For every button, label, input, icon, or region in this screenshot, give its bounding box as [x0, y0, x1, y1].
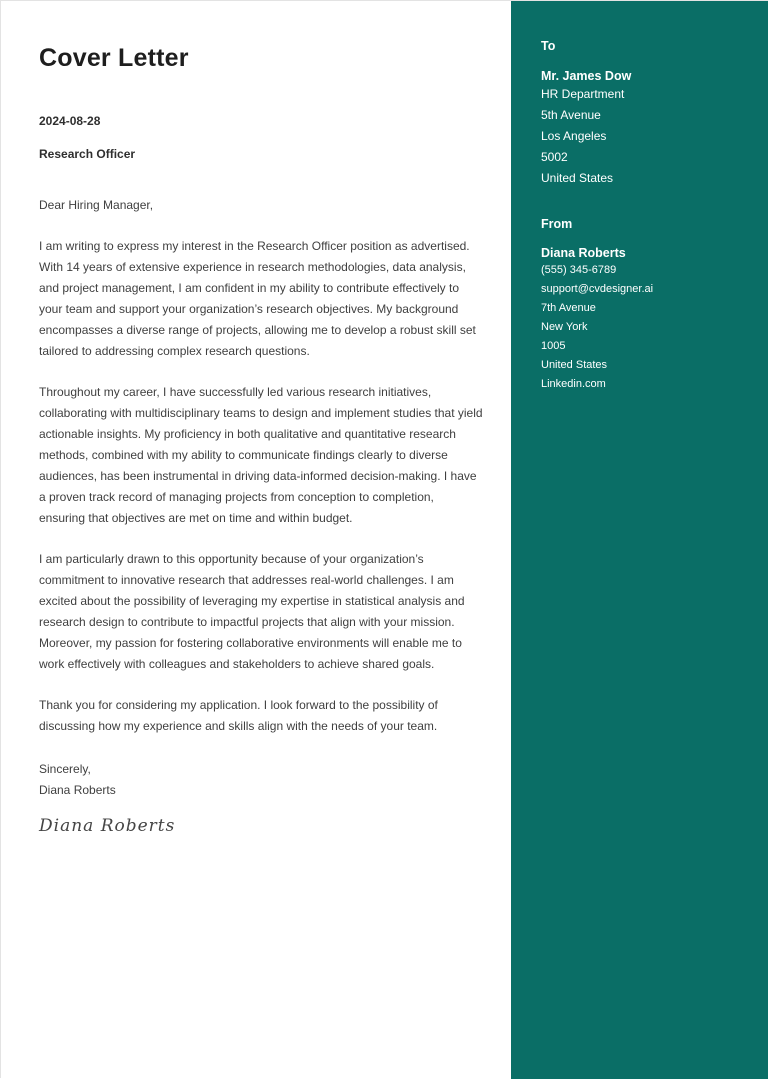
page-title: Cover Letter — [39, 44, 189, 72]
letter-body-column — [1, 1, 511, 1079]
recipient-block — [541, 38, 749, 189]
from-heading: From — [541, 217, 573, 231]
letter-paragraph: Thank you for considering my application. I look forward to the possibility of discussing how my experience and skills align with the needs of your team. — [39, 698, 438, 733]
letter-date: 2024-08-28 — [39, 114, 101, 128]
recipient-city: Los Angeles — [541, 129, 607, 143]
sender-linkedin: Linkedin.com — [541, 378, 606, 390]
contact-sidebar — [511, 1, 768, 1079]
handwritten-signature: Diana Roberts — [39, 816, 176, 836]
sender-email: support@cvdesigner.ai — [541, 283, 654, 295]
recipient-country: United States — [541, 171, 614, 185]
position-title: Research Officer — [39, 147, 136, 161]
sender-street: 7th Avenue — [541, 302, 596, 314]
signer-name: Diana Roberts — [39, 783, 116, 797]
sender-country: United States — [541, 359, 608, 371]
sender-phone: (555) 345-6789 — [541, 264, 617, 276]
cover-letter-page — [1, 1, 768, 1079]
recipient-postcode: 5002 — [541, 150, 568, 164]
letter-paragraph: I am writing to express my interest in the Research Officer position as advertised. With 14 years of extensive experience in research methodologies, data analysis, and project management, I am confident in my ability to contribute effectively to your team and support your organization’s research objectives. My background encompasses a diverse range of projects, allowing me to develop a robust skill set tailored to addressing complex research questions. — [39, 239, 476, 358]
letter-paragraph: I am particularly drawn to this opportunity because of your organization’s commitment to innovative research that addresses real-world challenges. I am excited about the possibility of leveraging my expertise in statistical analysis and research design to contribute to impactful projects that align with your mission. Moreover, my passion for fostering collaborative environments will enable me to work effectively with colleagues and stakeholders to achieve shared goals. — [39, 552, 465, 671]
sender-city: New York — [541, 321, 588, 333]
sender-block — [541, 216, 749, 394]
recipient-department: HR Department — [541, 87, 625, 101]
letter-paragraph: Throughout my career, I have successfully led various research initiatives, collaborating with multidisciplinary teams to design and implement studies that yield actionable insights. My proficiency in both qualitative and quantitative research methods, combined with my ability to communicate findings clearly to diverse audiences, has been instrumental in driving data-informed decision-making. I have a proven track record of managing projects from conception to completion, ensuring that objectives are met on time and within budget. — [39, 385, 483, 525]
recipient-street: 5th Avenue — [541, 108, 601, 122]
sender-postcode: 1005 — [541, 340, 566, 352]
to-heading: To — [541, 39, 556, 53]
closing: Sincerely, — [39, 762, 91, 776]
salutation: Dear Hiring Manager, — [39, 198, 154, 212]
recipient-name: Mr. James Dow — [541, 69, 632, 83]
sender-name: Diana Roberts — [541, 246, 626, 260]
